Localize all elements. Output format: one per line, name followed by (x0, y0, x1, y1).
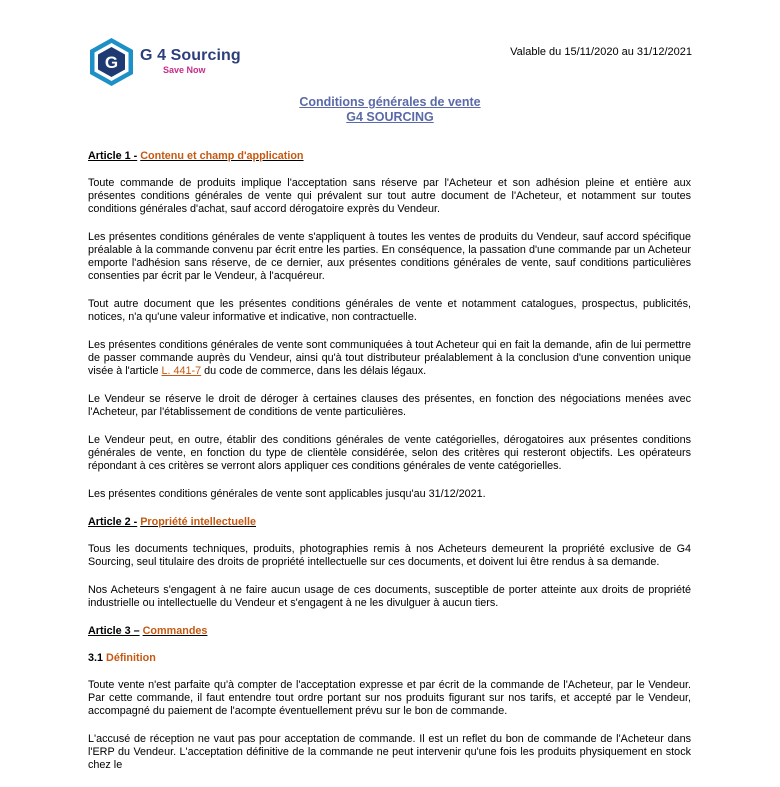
paragraph-text: du code de commerce, dans les délais légaux. (201, 365, 427, 377)
paragraph: Tout autre document que les présentes conditions générales de vente et notamment catalogues, prospectus, publicités, notices, n'a qu'une valeur informative et indicative, non contractuelle. (88, 298, 691, 323)
validity-period: Valable du 15/11/2020 au 31/12/2021 (510, 46, 692, 58)
section-3-1-heading (88, 652, 691, 665)
section-number: 3.1 (88, 652, 104, 664)
article-title: Contenu et champ d'application (140, 150, 304, 162)
article-number: Article 2 - (88, 516, 138, 528)
article-number: Article 3 – (88, 625, 140, 637)
paragraph: Toute vente n'est parfaite qu'à compter de l'acceptation expresse et par écrit de la commande de l'Acheteur, par le Vendeur. Par cette commande, il faut entendre tout ordre portant sur nos produits figurant sur nos tarifs, et accepté par le Vendeur, accompagné du paiement de l'acompte éventuellement prévu sur le bon de commande. (88, 679, 691, 717)
article-1-heading (88, 150, 691, 163)
paragraph: Les présentes conditions générales de vente s'appliquent à toutes les ventes de produits du Vendeur, sauf accord spécifique préalable à la commande convenu par écrit entre les parties. En conséquence, la passation d'une commande par un Acheteur emporte l'adhésion sans réserve, de ce dernier, aux présentes conditions générales de vente, sauf conditions particulières consenties par écrit par le Vendeur, à l'acquéreur. (88, 231, 691, 282)
paragraph: Le Vendeur se réserve le droit de déroger à certaines clauses des présentes, en fonction des négociations menées avec l'Acheteur, par l'établissement de conditions de vente particulières. (88, 393, 691, 418)
section-title: Définition (106, 652, 156, 664)
paragraph: Le Vendeur peut, en outre, établir des conditions générales de vente catégorielles, dérogatoires aux présentes conditions générales de vente, en fonction du type de clientèle considérée, selon des critères qui resteront objectifs. Les opérateurs répondant à ces critères se verront alors appliquer ces conditions générales de vente catégorielles. (88, 434, 691, 472)
g4-logo-icon (89, 37, 134, 87)
document-subtitle: G4 SOURCING (346, 110, 434, 124)
paragraph: L'accusé de réception ne vaut pas pour acceptation de commande. Il est un reflet du bon de commande de l'Acheteur dans l'ERP du Vendeur. L'acceptation définitive de la commande ne peut intervenir qu'une fois les produits physiquement en stock chez le (88, 733, 691, 771)
paragraph: Nos Acheteurs s'engagent à ne faire aucun usage de ces documents, susceptible de porter atteinte aux droits de propriété industrielle ou intellectuelle du Vendeur et s'engagent à ne les divulguer à aucun tiers. (88, 584, 691, 609)
article-2-heading (88, 516, 691, 529)
article-reference-link[interactable]: L. 441-7 (161, 365, 202, 377)
paragraph: Les présentes conditions générales de vente sont applicables jusqu'au 31/12/2021. (88, 488, 486, 500)
article-title: Propriété intellectuelle (140, 516, 257, 528)
paragraph: Tous les documents techniques, produits, photographies remis à nos Acheteurs demeurent la propriété exclusive de G4 Sourcing, seul titulaire des droits de propriété intellectuelle sur ces documents, et doivent lui être rendus à sa demande. (88, 543, 691, 568)
article-number: Article 1 - (88, 150, 138, 162)
brand-tagline: Save Now (163, 65, 206, 75)
paragraph-text: Les présentes conditions générales de vente sont communiquées à tout Acheteur qui en fait la demande, afin de lui permettre de passer commande auprès du Vendeur, ainsi qu'à tout distributeur préalablement à la conclusion d'une convention unique visée à l'article (88, 339, 691, 377)
article-title: Commandes (142, 625, 208, 637)
paragraph (88, 339, 691, 378)
paragraph: Toute commande de produits implique l'acceptation sans réserve par l'Acheteur et son adhésion pleine et entière aux présentes conditions générales de vente qui prévalent sur tout autre document de l'Acheteur, et notamment sur toutes conditions générales d'achat, sauf accord dérogatoire exprès du Vendeur. (88, 177, 691, 215)
document-body (88, 150, 691, 787)
svg-text:G: G (104, 53, 119, 72)
document-title: Conditions générales de vente (299, 95, 481, 109)
article-3-heading (88, 625, 691, 638)
brand-name: G 4 Sourcing (140, 47, 241, 64)
